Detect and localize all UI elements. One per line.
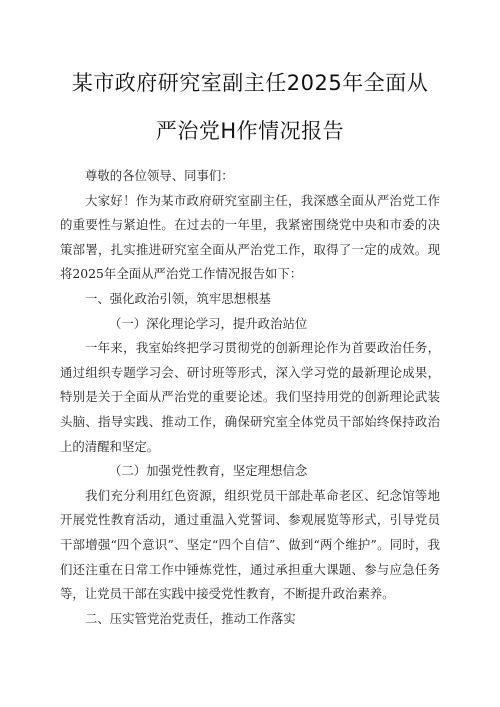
section-1-subsection-2-heading: （二）加强党性教育，坚定理想信念 xyxy=(109,463,308,479)
document-title-line-1: 某市政府研究室副主任2025年全面从 xyxy=(71,71,429,95)
section-1-subsection-2-paragraph: 我们充分利用红色资源，组织党员干部赴革命老区、纪念馆等地开展党性教育活动，通过重温入党誓词、参观展览等形式，引导党员干部增强“四个意识”、坚定“四个自信”、做到“两个维护”。同时，我们还注重在日常工作中锤炼党性，通过承担重大课题、参与应急任务等，让党员干部在实践中接受党性教育，不断提升政治素养。 xyxy=(60,487,440,602)
section-2-heading: 二、压实管党治党责任，推动工作落实 xyxy=(85,610,296,626)
document-title-line-2: 严治党H作情况报告 xyxy=(155,119,345,143)
section-1-heading: 一、强化政治引领，筑牢思想根基 xyxy=(85,290,271,306)
intro-paragraph: 大家好！作为某市政府研究室副主任，我深感全面从严治党工作的重要性与紧迫性。在过去的一年里，我紧密围绕党中央和市委的决策部署，扎实推进研究室全面从严治党工作，取得了一定的成效。现将2025年全面从严治党工作情况报告如下： xyxy=(60,192,440,282)
section-1-subsection-1-heading: （一）深化理论学习，提升政治站位 xyxy=(109,315,308,331)
section-1-subsection-1-paragraph: 一年来，我室始终把学习贯彻党的创新理论作为首要政治任务，通过组织专题学习会、研讨班等形式，深入学习党的最新理论成果，特别是关于全面从严治党的重要论述。我们坚持用党的创新理论武装头脑、指导实践、推动工作，确保研究室全体党员干部始终保持政治上的清醒和坚定。 xyxy=(60,340,440,454)
salutation: 尊敬的各位领导、同事们： xyxy=(85,168,234,183)
